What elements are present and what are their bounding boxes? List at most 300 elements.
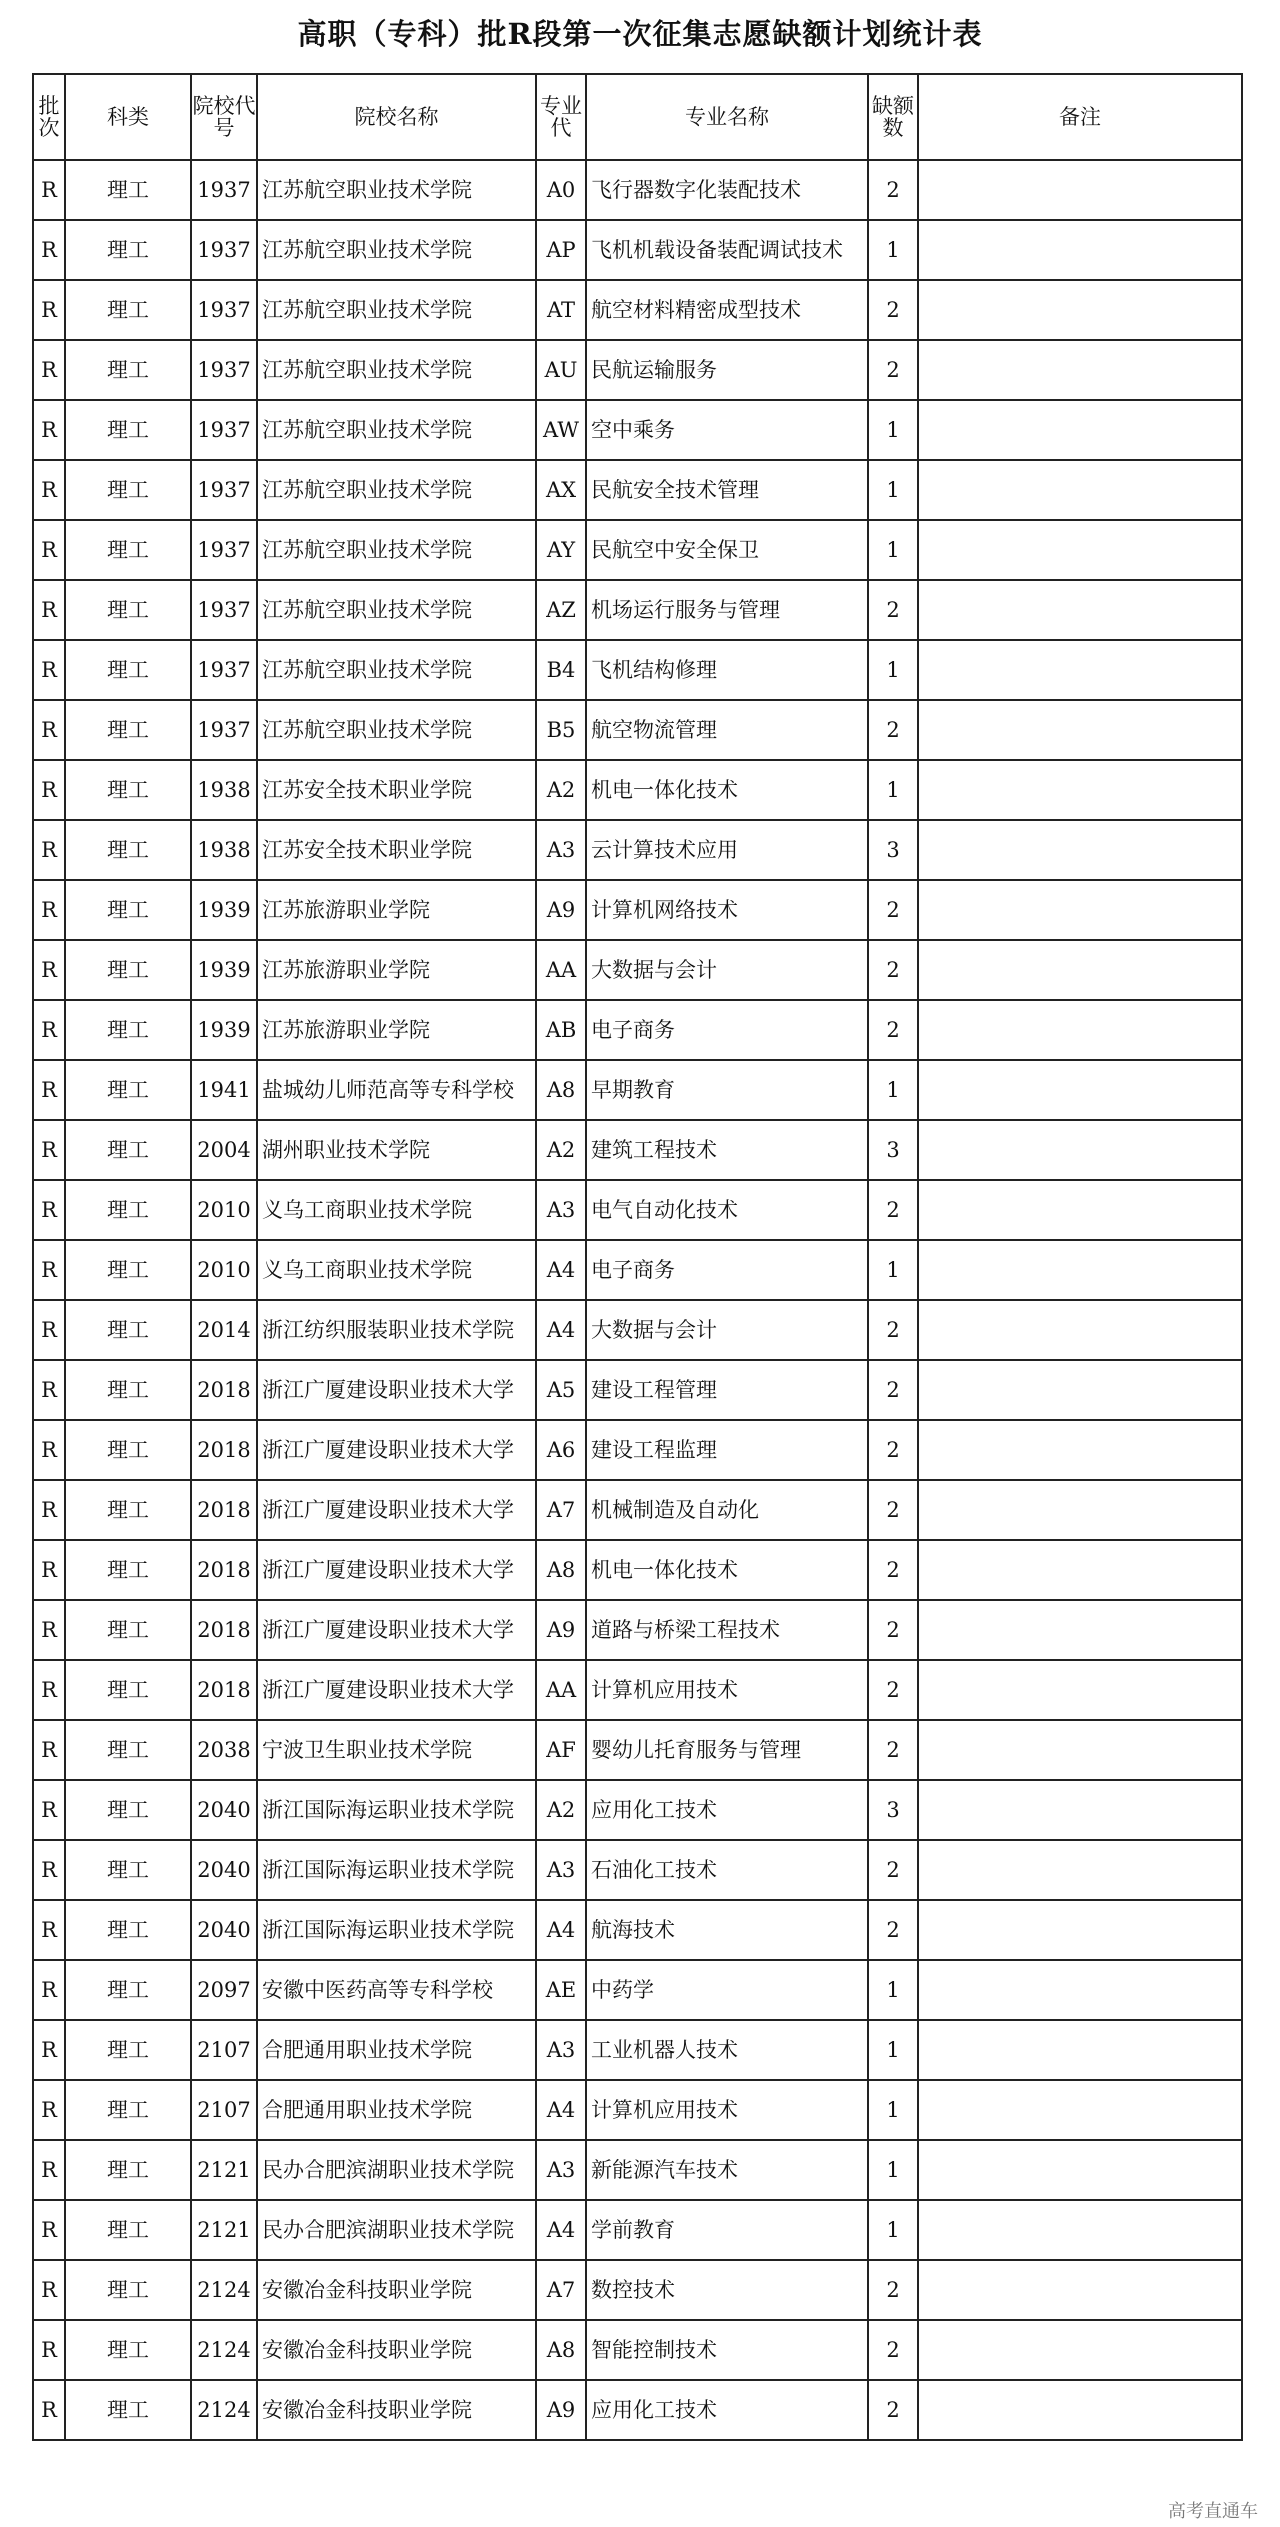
cell-major-name: 建筑工程技术 [586,1120,868,1180]
cell-vacancy: 2 [868,160,918,220]
cell-vacancy: 1 [868,1060,918,1120]
cell-major-code: AB [536,1000,586,1060]
table-row [33,2260,1242,2320]
cell-remarks [918,760,1242,820]
cell-batch: R [33,2320,65,2380]
cell-school-code: 2124 [191,2260,257,2320]
cell-remarks [918,1900,1242,1960]
cell-batch: R [33,400,65,460]
cell-vacancy: 1 [868,220,918,280]
cell-remarks [918,2380,1242,2440]
cell-vacancy: 2 [868,1600,918,1660]
cell-batch: R [33,580,65,640]
cell-school-code: 2018 [191,1660,257,1720]
cell-batch: R [33,1600,65,1660]
cell-batch: R [33,1060,65,1120]
cell-vacancy: 2 [868,940,918,1000]
cell-remarks [918,280,1242,340]
cell-major-code: A8 [536,1060,586,1120]
cell-vacancy: 2 [868,1300,918,1360]
cell-vacancy: 1 [868,2200,918,2260]
cell-category: 理工 [65,460,191,520]
cell-remarks [918,2020,1242,2080]
cell-major-code: A3 [536,1180,586,1240]
table-row [33,2080,1242,2140]
cell-school-name: 盐城幼儿师范高等专科学校 [257,1060,536,1120]
cell-major-code: B5 [536,700,586,760]
cell-category: 理工 [65,400,191,460]
table-row [33,220,1242,280]
cell-major-name: 航空材料精密成型技术 [586,280,868,340]
cell-school-name: 江苏航空职业技术学院 [257,460,536,520]
cell-vacancy: 2 [868,2320,918,2380]
cell-school-code: 2107 [191,2080,257,2140]
cell-category: 理工 [65,880,191,940]
cell-major-code: AZ [536,580,586,640]
cell-major-name: 应用化工技术 [586,1780,868,1840]
cell-major-code: A9 [536,880,586,940]
table-row [33,1960,1242,2020]
cell-major-code: A4 [536,2200,586,2260]
cell-remarks [918,1300,1242,1360]
cell-major-name: 民航运输服务 [586,340,868,400]
cell-major-code: A2 [536,1120,586,1180]
cell-vacancy: 2 [868,700,918,760]
cell-category: 理工 [65,580,191,640]
cell-major-name: 飞机机载设备装配调试技术 [586,220,868,280]
cell-school-name: 江苏航空职业技术学院 [257,220,536,280]
cell-remarks [918,340,1242,400]
cell-major-name: 飞机结构修理 [586,640,868,700]
cell-vacancy: 1 [868,1240,918,1300]
cell-major-name: 大数据与会计 [586,940,868,1000]
cell-major-code: AW [536,400,586,460]
cell-vacancy: 2 [868,2260,918,2320]
table-row [33,640,1242,700]
cell-category: 理工 [65,820,191,880]
cell-major-name: 航海技术 [586,1900,868,1960]
cell-school-name: 湖州职业技术学院 [257,1120,536,1180]
cell-vacancy: 2 [868,880,918,940]
cell-major-name: 航空物流管理 [586,700,868,760]
cell-batch: R [33,1720,65,1780]
cell-school-name: 江苏航空职业技术学院 [257,160,536,220]
cell-major-name: 机电一体化技术 [586,760,868,820]
table-row [33,1480,1242,1540]
table-row [33,2140,1242,2200]
cell-remarks [918,820,1242,880]
cell-major-code: A3 [536,1840,586,1900]
cell-major-code: A9 [536,2380,586,2440]
cell-school-name: 浙江广厦建设职业技术大学 [257,1600,536,1660]
cell-school-code: 1937 [191,700,257,760]
cell-major-name: 计算机应用技术 [586,2080,868,2140]
cell-school-code: 2014 [191,1300,257,1360]
cell-remarks [918,2320,1242,2380]
table-row [33,520,1242,580]
cell-remarks [918,1120,1242,1180]
cell-vacancy: 1 [868,2080,918,2140]
cell-batch: R [33,820,65,880]
cell-school-code: 1937 [191,580,257,640]
cell-remarks [918,460,1242,520]
table-row [33,820,1242,880]
cell-major-code: A9 [536,1600,586,1660]
cell-major-code: AF [536,1720,586,1780]
table-row [33,1720,1242,1780]
cell-school-name: 江苏旅游职业学院 [257,940,536,1000]
cell-school-code: 2038 [191,1720,257,1780]
table-row [33,1060,1242,1120]
cell-school-name: 江苏安全技术职业学院 [257,820,536,880]
cell-batch: R [33,220,65,280]
cell-batch: R [33,1240,65,1300]
table-row [33,340,1242,400]
cell-remarks [918,1780,1242,1840]
cell-vacancy: 2 [868,580,918,640]
cell-major-name: 电子商务 [586,1240,868,1300]
cell-remarks [918,640,1242,700]
cell-school-code: 2040 [191,1780,257,1840]
cell-batch: R [33,940,65,1000]
cell-major-code: A3 [536,2020,586,2080]
cell-category: 理工 [65,640,191,700]
cell-school-name: 江苏航空职业技术学院 [257,700,536,760]
cell-remarks [918,1420,1242,1480]
cell-batch: R [33,1900,65,1960]
cell-school-code: 2018 [191,1540,257,1600]
cell-batch: R [33,1660,65,1720]
cell-category: 理工 [65,220,191,280]
cell-vacancy: 2 [868,280,918,340]
header-remarks: 备注 [918,74,1242,160]
cell-batch: R [33,640,65,700]
cell-category: 理工 [65,1060,191,1120]
cell-category: 理工 [65,2380,191,2440]
cell-school-name: 合肥通用职业技术学院 [257,2080,536,2140]
cell-school-code: 2004 [191,1120,257,1180]
cell-category: 理工 [65,340,191,400]
cell-school-name: 江苏航空职业技术学院 [257,640,536,700]
table-row [33,2020,1242,2080]
cell-school-name: 合肥通用职业技术学院 [257,2020,536,2080]
cell-school-name: 浙江广厦建设职业技术大学 [257,1540,536,1600]
cell-school-code: 1937 [191,280,257,340]
cell-major-name: 机场运行服务与管理 [586,580,868,640]
table-row [33,1540,1242,1600]
cell-school-code: 2018 [191,1360,257,1420]
cell-batch: R [33,1300,65,1360]
table-row [33,1900,1242,1960]
cell-school-name: 江苏安全技术职业学院 [257,760,536,820]
cell-batch: R [33,160,65,220]
vacancy-table [32,73,1243,2441]
cell-school-name: 浙江纺织服装职业技术学院 [257,1300,536,1360]
cell-major-name: 计算机网络技术 [586,880,868,940]
cell-category: 理工 [65,280,191,340]
cell-major-name: 工业机器人技术 [586,2020,868,2080]
table-row [33,1120,1242,1180]
cell-school-code: 2121 [191,2200,257,2260]
cell-school-code: 2018 [191,1480,257,1540]
cell-school-name: 江苏航空职业技术学院 [257,400,536,460]
cell-batch: R [33,700,65,760]
cell-major-name: 空中乘务 [586,400,868,460]
cell-batch: R [33,1420,65,1480]
cell-batch: R [33,1180,65,1240]
cell-school-code: 1937 [191,400,257,460]
table-row [33,1360,1242,1420]
cell-vacancy: 3 [868,1780,918,1840]
cell-remarks [918,220,1242,280]
table-row [33,880,1242,940]
cell-school-name: 义乌工商职业技术学院 [257,1240,536,1300]
cell-category: 理工 [65,1480,191,1540]
cell-major-code: A0 [536,160,586,220]
cell-school-code: 2121 [191,2140,257,2200]
table-row [33,1240,1242,1300]
cell-vacancy: 1 [868,400,918,460]
cell-vacancy: 2 [868,1420,918,1480]
cell-category: 理工 [65,1540,191,1600]
cell-category: 理工 [65,1900,191,1960]
cell-remarks [918,1240,1242,1300]
cell-school-name: 浙江广厦建设职业技术大学 [257,1480,536,1540]
cell-remarks [918,1000,1242,1060]
cell-batch: R [33,1960,65,2020]
cell-batch: R [33,2020,65,2080]
cell-category: 理工 [65,1840,191,1900]
cell-remarks [918,1960,1242,2020]
cell-vacancy: 2 [868,1540,918,1600]
cell-category: 理工 [65,1300,191,1360]
table-row [33,940,1242,1000]
cell-school-name: 浙江国际海运职业技术学院 [257,1900,536,1960]
cell-major-name: 数控技术 [586,2260,868,2320]
cell-category: 理工 [65,760,191,820]
cell-school-name: 民办合肥滨湖职业技术学院 [257,2140,536,2200]
cell-school-code: 1937 [191,640,257,700]
cell-category: 理工 [65,1960,191,2020]
cell-batch: R [33,460,65,520]
cell-vacancy: 1 [868,640,918,700]
cell-school-code: 1938 [191,820,257,880]
cell-category: 理工 [65,1660,191,1720]
cell-school-name: 浙江广厦建设职业技术大学 [257,1660,536,1720]
cell-batch: R [33,2200,65,2260]
cell-remarks [918,2140,1242,2200]
cell-remarks [918,1480,1242,1540]
cell-major-code: A2 [536,760,586,820]
cell-school-name: 安徽冶金科技职业学院 [257,2320,536,2380]
cell-remarks [918,400,1242,460]
table-row [33,2380,1242,2440]
cell-remarks [918,160,1242,220]
header-row [33,74,1242,160]
cell-category: 理工 [65,1360,191,1420]
cell-major-code: A6 [536,1420,586,1480]
cell-remarks [918,1840,1242,1900]
table-row [33,1300,1242,1360]
page-title: 高职（专科）批R段第一次征集志愿缺额计划统计表 [297,17,983,51]
cell-remarks [918,1540,1242,1600]
cell-vacancy: 2 [868,1660,918,1720]
cell-major-code: A8 [536,2320,586,2380]
cell-major-code: A4 [536,1240,586,1300]
cell-school-code: 2018 [191,1600,257,1660]
cell-school-code: 1937 [191,160,257,220]
cell-vacancy: 2 [868,1480,918,1540]
cell-remarks [918,940,1242,1000]
cell-batch: R [33,760,65,820]
cell-batch: R [33,340,65,400]
table-row [33,2320,1242,2380]
cell-category: 理工 [65,1600,191,1660]
cell-remarks [918,700,1242,760]
cell-category: 理工 [65,2020,191,2080]
cell-batch: R [33,1840,65,1900]
cell-major-name: 建设工程管理 [586,1360,868,1420]
table-row [33,1600,1242,1660]
cell-category: 理工 [65,1240,191,1300]
cell-school-name: 江苏航空职业技术学院 [257,580,536,640]
cell-major-name: 石油化工技术 [586,1840,868,1900]
cell-major-code: A2 [536,1780,586,1840]
cell-category: 理工 [65,2260,191,2320]
table-row [33,2200,1242,2260]
cell-vacancy: 1 [868,460,918,520]
cell-major-code: A7 [536,1480,586,1540]
cell-major-name: 飞行器数字化装配技术 [586,160,868,220]
cell-vacancy: 3 [868,820,918,880]
cell-remarks [918,1660,1242,1720]
cell-school-code: 1937 [191,460,257,520]
cell-category: 理工 [65,160,191,220]
table-row [33,1000,1242,1060]
cell-vacancy: 1 [868,1960,918,2020]
header-major-code: 专业代 [536,74,586,160]
cell-school-name: 江苏旅游职业学院 [257,1000,536,1060]
cell-batch: R [33,1780,65,1840]
cell-batch: R [33,1360,65,1420]
header-major-name: 专业名称 [586,74,868,160]
cell-remarks [918,1720,1242,1780]
cell-school-name: 安徽冶金科技职业学院 [257,2260,536,2320]
table-row [33,1180,1242,1240]
cell-major-name: 电子商务 [586,1000,868,1060]
cell-major-code: A7 [536,2260,586,2320]
header-category: 科类 [65,74,191,160]
cell-major-code: A3 [536,2140,586,2200]
cell-major-code: AY [536,520,586,580]
cell-vacancy: 2 [868,2380,918,2440]
cell-remarks [918,2200,1242,2260]
cell-major-name: 学前教育 [586,2200,868,2260]
table-row [33,1660,1242,1720]
cell-category: 理工 [65,2200,191,2260]
cell-batch: R [33,2380,65,2440]
cell-category: 理工 [65,940,191,1000]
cell-school-name: 浙江广厦建设职业技术大学 [257,1360,536,1420]
table-row [33,160,1242,220]
cell-school-code: 1938 [191,760,257,820]
cell-school-code: 2124 [191,2380,257,2440]
cell-school-name: 江苏航空职业技术学院 [257,280,536,340]
cell-major-name: 机械制造及自动化 [586,1480,868,1540]
cell-school-code: 2124 [191,2320,257,2380]
cell-school-name: 安徽中医药高等专科学校 [257,1960,536,2020]
cell-remarks [918,580,1242,640]
cell-school-name: 义乌工商职业技术学院 [257,1180,536,1240]
cell-school-name: 浙江国际海运职业技术学院 [257,1840,536,1900]
cell-remarks [918,1060,1242,1120]
cell-vacancy: 1 [868,760,918,820]
cell-school-name: 江苏旅游职业学院 [257,880,536,940]
cell-major-code: A3 [536,820,586,880]
cell-school-name: 民办合肥滨湖职业技术学院 [257,2200,536,2260]
cell-major-code: A4 [536,1900,586,1960]
table-row [33,1780,1242,1840]
cell-category: 理工 [65,1420,191,1480]
table-body [33,160,1242,2440]
cell-major-name: 应用化工技术 [586,2380,868,2440]
cell-major-code: A5 [536,1360,586,1420]
cell-batch: R [33,2260,65,2320]
cell-batch: R [33,1480,65,1540]
table-row [33,1420,1242,1480]
table-row [33,460,1242,520]
cell-major-code: AP [536,220,586,280]
cell-major-name: 建设工程监理 [586,1420,868,1480]
cell-batch: R [33,880,65,940]
cell-vacancy: 3 [868,1120,918,1180]
cell-remarks [918,1360,1242,1420]
cell-category: 理工 [65,1180,191,1240]
cell-school-name: 浙江广厦建设职业技术大学 [257,1420,536,1480]
cell-category: 理工 [65,1720,191,1780]
cell-remarks [918,880,1242,940]
table-row [33,1840,1242,1900]
cell-school-code: 2040 [191,1900,257,1960]
cell-batch: R [33,1000,65,1060]
cell-school-code: 2040 [191,1840,257,1900]
cell-category: 理工 [65,2140,191,2200]
cell-major-name: 早期教育 [586,1060,868,1120]
cell-school-code: 1937 [191,520,257,580]
cell-vacancy: 1 [868,2020,918,2080]
header-school-name: 院校名称 [257,74,536,160]
cell-major-code: AE [536,1960,586,2020]
cell-remarks [918,2260,1242,2320]
cell-remarks [918,520,1242,580]
cell-school-name: 宁波卫生职业技术学院 [257,1720,536,1780]
cell-major-name: 民航安全技术管理 [586,460,868,520]
cell-remarks [918,1600,1242,1660]
cell-major-code: A4 [536,2080,586,2140]
cell-batch: R [33,280,65,340]
cell-school-code: 1939 [191,940,257,1000]
cell-major-name: 电气自动化技术 [586,1180,868,1240]
cell-school-name: 江苏航空职业技术学院 [257,340,536,400]
cell-batch: R [33,1540,65,1600]
watermark: 高考直通车 [1168,2501,1258,2522]
cell-school-code: 1937 [191,340,257,400]
cell-vacancy: 2 [868,1840,918,1900]
table-row [33,580,1242,640]
table-row [33,760,1242,820]
cell-major-name: 机电一体化技术 [586,1540,868,1600]
cell-school-code: 1939 [191,1000,257,1060]
